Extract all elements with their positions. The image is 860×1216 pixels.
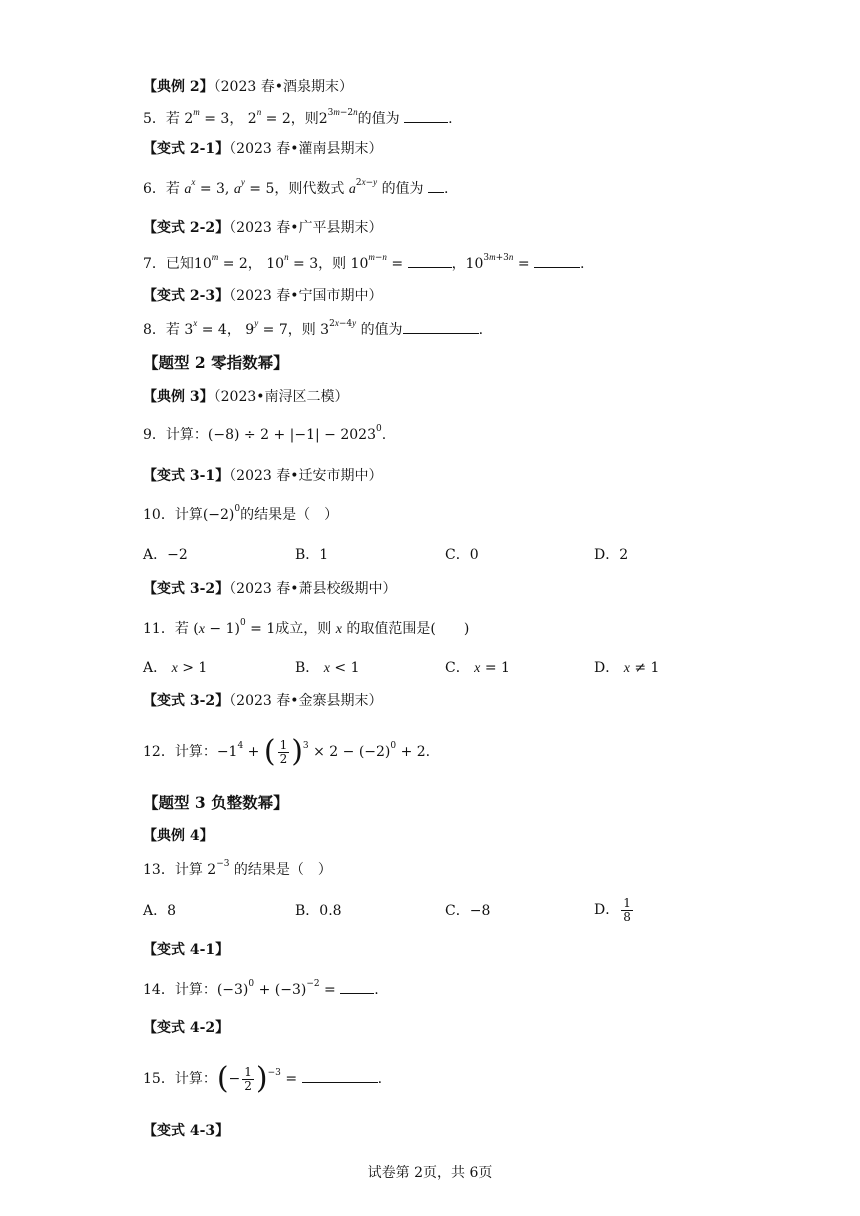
answer-blank[interactable] [403, 319, 479, 334]
variant-2-2-header: 【变式 2-2】（2023 春•广平县期末） [143, 220, 383, 236]
question-14: 14．计算：$(-3)^0 + (-3)^{-2}$ = . [143, 979, 379, 998]
page-footer: 试卷第 2页，共 6页 [367, 1165, 493, 1181]
example-3-header: 【典例 3】（2023•南浔区二模） [143, 389, 349, 405]
q10-option-d[interactable]: D．2 [594, 547, 629, 563]
q10-option-c[interactable]: C．0 [445, 547, 479, 563]
q13-option-a[interactable]: A．8 [143, 903, 177, 919]
answer-blank[interactable] [404, 108, 448, 123]
variant-4-3-header: 【变式 4-3】 [143, 1123, 230, 1139]
q11-option-c[interactable]: C． x = 1 [445, 660, 510, 676]
q13-option-d[interactable]: D． $\frac{1}{8}$ [594, 895, 631, 924]
question-6: 6．若 $a^x = 3$, $a^y = 5$，则代数式 $a^{2x-y}$ 的值为 . [143, 177, 449, 197]
q13-option-b[interactable]: B．0.8 [295, 903, 342, 919]
question-7: 7．已知$10^m = 2$， $10^n = 3$，则 $10^{m-n}$ = ，$10^{3m+3n}$ = . [143, 252, 585, 272]
question-10: 10．计算$(-2)^0$的结果是（ ） [143, 504, 339, 523]
answer-blank[interactable] [428, 178, 444, 193]
variant-2-1-header: 【变式 2-1】（2023 春•灌南县期末） [143, 141, 383, 157]
variant-4-2-header: 【变式 4-2】 [143, 1020, 230, 1036]
question-15: 15．计算：(− $\frac{1}{2}$ )$^{-3}$ = . [143, 1061, 383, 1096]
question-5: 5．若 $2^m = 3$， $2^n = 2$，则$2^{3m-2n}$的值为 . [143, 107, 453, 127]
answer-blank-1[interactable] [408, 253, 452, 268]
question-9: 9．计算：$(-8) \div 2 + |-1| - 2023^0$. [143, 424, 387, 443]
question-12: 12．计算：$-1^4$ + ( $\frac{1}{2}$ )$^3 \times 2 - (-2)^0 + 2$. [143, 734, 431, 769]
variant-3-1-header: 【变式 3-1】（2023 春•迁安市期中） [143, 468, 383, 484]
q10-option-a[interactable]: A．−2 [143, 547, 188, 563]
variant-2-3-header: 【变式 2-3】（2023 春•宁国市期中） [143, 288, 383, 304]
answer-blank[interactable] [340, 979, 374, 994]
q10-option-b[interactable]: B．1 [295, 547, 329, 563]
q11-option-a[interactable]: A． x > 1 [143, 660, 208, 676]
q11-option-d[interactable]: D． x ≠ 1 [594, 660, 660, 676]
variant-3-2-header-b: 【变式 3-2】（2023 春•金寨县期末） [143, 693, 383, 709]
q13-option-c[interactable]: C．−8 [445, 903, 491, 919]
topic-2-heading: 【题型 2 零指数幂】 [143, 353, 289, 372]
example-4-header: 【典例 4】 [143, 828, 214, 844]
variant-3-2-header-a: 【变式 3-2】（2023 春•萧县校级期中） [143, 581, 397, 597]
question-8: 8．若 $3^x = 4$， $9^y = 7$，则 $3^{2x-4y}$ 的值为 . [143, 318, 484, 338]
question-11: 11．若 $(x - 1)^0 = 1$成立，则 x 的取值范围是( ) [143, 618, 470, 637]
answer-blank-2[interactable] [534, 253, 580, 268]
answer-blank[interactable] [302, 1068, 378, 1083]
example-2-header: 【典例 2】（2023 春•酒泉期末） [143, 79, 353, 95]
topic-3-heading: 【题型 3 负整数幂】 [143, 793, 289, 812]
variant-4-1-header: 【变式 4-1】 [143, 942, 230, 958]
question-13: 13．计算 $2^{-3}$ 的结果是（ ） [143, 859, 332, 878]
q11-option-b[interactable]: B． x < 1 [295, 660, 360, 676]
